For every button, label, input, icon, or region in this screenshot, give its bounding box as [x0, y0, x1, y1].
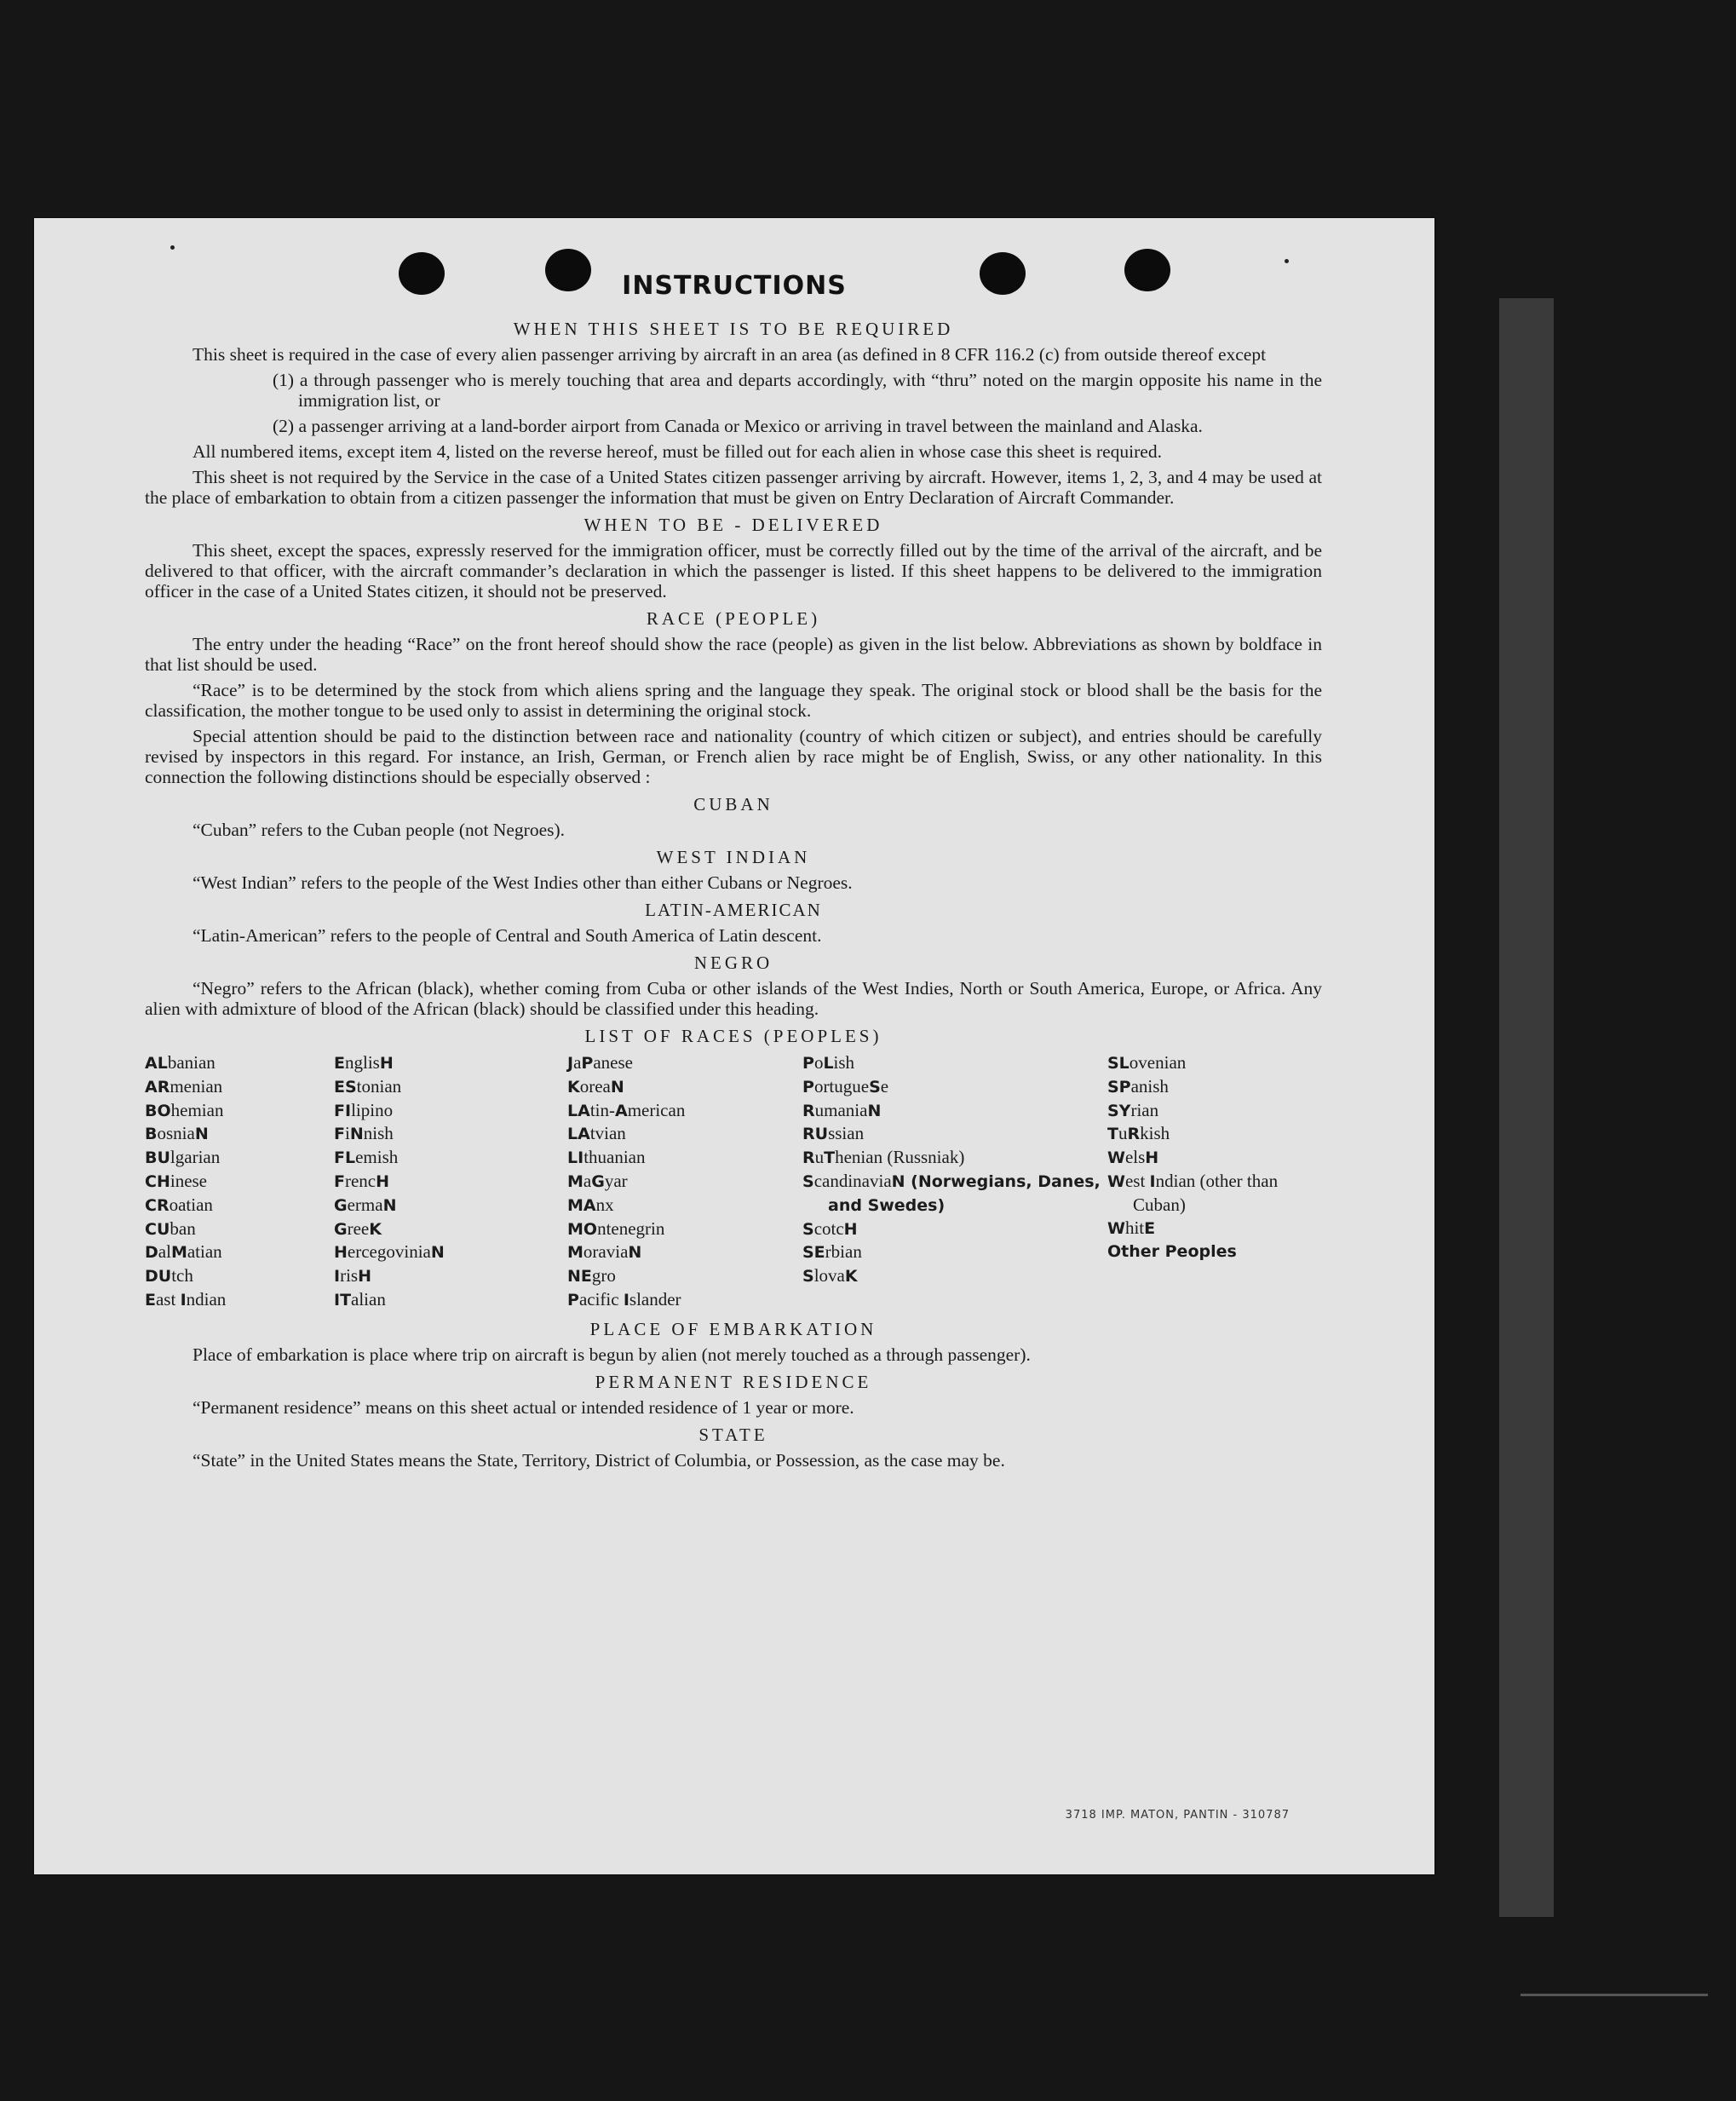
race-entry: MAnx: [567, 1194, 614, 1215]
paragraph: This sheet, except the spaces, expressly reserved for the immigration officer, must be correctly filled out by the time of the arrival of the aircraft, and be delivered to that officer, with the aircraft commander’s declaration in which the passenger is listed. If this sheet happens to be delivered to the immigration officer in the case of a United States citizen, it should not be preserved.: [145, 540, 1322, 602]
races-column: [802, 1051, 1107, 1312]
page-title: INSTRUCTIONS: [622, 271, 847, 301]
exception-item: (1) a through passenger who is merely touching that area and departs accordingly, with “thru” noted on the margin opposite his name in the immigration list, or: [273, 370, 1322, 411]
section-heading-residence: PERMANENT RESIDENCE: [595, 1371, 872, 1392]
race-entry: JaPanese: [567, 1052, 633, 1073]
paragraph: “State” in the United States means the State, Territory, District of Columbia, or Possession, as the case may be.: [193, 1449, 1005, 1471]
section-heading-latin-american: LATIN-AMERICAN: [645, 900, 822, 920]
race-entry: FIlipino: [334, 1099, 394, 1120]
section-heading-embarkation: PLACE OF EMBARKATION: [589, 1318, 877, 1339]
race-entry: NEgro: [567, 1265, 616, 1287]
race-entry: SlovaK: [802, 1265, 858, 1287]
section-heading-state: STATE: [698, 1424, 768, 1445]
race-entry: CUban: [145, 1217, 196, 1239]
race-entry: SYrian: [1107, 1099, 1159, 1120]
paragraph: “Latin-American” refers to the people of Central and South America of Latin descent.: [193, 925, 822, 946]
exception-item: (2) a passenger arriving at a land-border airport from Canada or Mexico or arriving in travel between the mainland and Alaska.: [273, 416, 1203, 436]
instructions-body: [145, 312, 1322, 1474]
race-entry: FiNnish: [334, 1123, 394, 1144]
race-entry: CHinese: [145, 1170, 208, 1191]
race-entry: ScandinaviaN (Norwegians, Danes, and Swedes): [802, 1170, 1101, 1215]
race-entry: West Indian (other than Cuban): [1107, 1170, 1279, 1215]
race-entry: WelsH: [1107, 1147, 1159, 1168]
race-entry: BosniaN: [145, 1123, 209, 1144]
race-entry: BUlgarian: [145, 1147, 221, 1168]
section-heading-when-required: WHEN THIS SHEET IS TO BE REQUIRED: [513, 319, 954, 339]
paragraph: This sheet is not required by the Service in the case of a United States citizen passenger arriving by aircraft. However, items 1, 2, 3, and 4 may be used at the place of embarkation to obtain from a citizen passenger the information that must be given on Entry Declaration of Aircraft Commander.: [145, 467, 1322, 508]
race-entry: GreeK: [334, 1217, 382, 1239]
section-heading-west-indian: WEST INDIAN: [656, 847, 811, 867]
races-column: [567, 1051, 802, 1312]
printer-imprint: 3718 IMP. MATON, PANTIN - 310787: [1065, 1809, 1290, 1822]
section-heading-negro: NEGRO: [693, 953, 773, 973]
section-heading-when-delivered: WHEN TO BE - DELIVERED: [583, 515, 883, 535]
race-entry: ARmenian: [145, 1075, 223, 1097]
paragraph: “West Indian” refers to the people of the West Indies other than either Cubans or Negroes.: [193, 872, 853, 893]
race-entry: SLovenian: [1107, 1052, 1187, 1073]
race-entry: BOhemian: [145, 1099, 224, 1120]
speck: [1285, 259, 1289, 263]
paragraph: “Race” is to be determined by the stock from which aliens spring and the language they speak. The original stock or blood shall be the basis for the classification, the mother tongue to be used only to assist in determining the original stock.: [145, 680, 1322, 721]
races-column: [1107, 1051, 1322, 1312]
paragraph: “Cuban” refers to the Cuban people (not Negroes).: [193, 820, 566, 840]
race-entry: ALbanian: [145, 1052, 216, 1073]
background-streak: [1520, 1994, 1708, 1996]
race-entry: ScotcH: [802, 1217, 858, 1239]
race-entry: MOntenegrin: [567, 1217, 665, 1239]
race-entry: SErbian: [802, 1241, 862, 1263]
paragraph: “Negro” refers to the African (black), whether coming from Cuba or other islands of the West Indies, North or South America, Europe, or Africa. Any alien with admixture of blood of the African (black) should be classified under this heading.: [145, 978, 1322, 1019]
paragraph: “Permanent residence” means on this sheet actual or intended residence of 1 year or more.: [193, 1396, 854, 1418]
race-entry: ITalian: [334, 1288, 386, 1310]
race-entry: LAtin-American: [567, 1099, 686, 1120]
paragraph: The entry under the heading “Race” on the front hereof should show the race (people) as given in the list below. Abbreviations as shown by boldface in that list should be used.: [145, 634, 1322, 675]
speck: [170, 245, 175, 250]
race-entry: GermaN: [334, 1194, 397, 1215]
race-entry: FrencH: [334, 1170, 390, 1191]
background-streak: [1499, 298, 1554, 1917]
race-entry: MoraviaN: [567, 1241, 642, 1263]
race-entry: RumaniaN: [802, 1099, 882, 1120]
race-entry: PortugueSe: [802, 1075, 889, 1097]
races-column: [334, 1051, 567, 1312]
race-entry: EStonian: [334, 1075, 402, 1097]
race-entry: FLemish: [334, 1147, 399, 1168]
race-entry: EnglisH: [334, 1052, 394, 1073]
race-entry: Pacific Islander: [567, 1288, 681, 1310]
race-entry: Other Peoples: [1107, 1242, 1237, 1262]
race-entry: KoreaN: [567, 1075, 624, 1097]
section-heading-race: RACE (PEOPLE): [646, 608, 821, 629]
race-entry: WhitE: [1107, 1217, 1156, 1238]
races-column: [145, 1051, 334, 1312]
race-entry: TuRkish: [1107, 1123, 1170, 1144]
race-entry: RUssian: [802, 1123, 865, 1144]
races-list: [145, 1051, 1322, 1312]
instruction-sheet: [34, 218, 1434, 1874]
race-entry: PoLish: [802, 1052, 855, 1073]
paragraph: Place of embarkation is place where trip on aircraft is begun by alien (not merely touched as a through passenger).: [193, 1344, 1031, 1365]
paragraph: This sheet is required in the case of every alien passenger arriving by aircraft in an area (as defined in 8 CFR 116.2 (c) from outside thereof except: [193, 344, 1267, 365]
race-entry: HercegoviniaN: [334, 1241, 445, 1263]
race-entry: MaGyar: [567, 1170, 628, 1191]
race-entry: DUtch: [145, 1265, 193, 1287]
race-entry: SPanish: [1107, 1075, 1169, 1097]
race-entry: DalMatian: [145, 1241, 222, 1263]
paragraph: All numbered items, except item 4, listed on the reverse hereof, must be filled out for each alien in whose case this sheet is required.: [193, 441, 1162, 462]
race-entry: East Indian: [145, 1288, 227, 1310]
paragraph: Special attention should be paid to the distinction between race and nationality (country of which citizen or subject), and entries should be carefully revised by inspectors in this regard. For instance, an Irish, German, or French alien by race might be of English, Swiss, or any other nationality. In this connection the following distinctions should be especially observed :: [145, 726, 1322, 787]
race-entry: IrisH: [334, 1265, 371, 1287]
race-entry: LAtvian: [567, 1123, 626, 1144]
section-heading-cuban: CUBAN: [693, 794, 773, 814]
section-heading-races-list: LIST OF RACES (PEOPLES): [584, 1026, 882, 1046]
race-entry: CRoatian: [145, 1194, 213, 1215]
race-entry: LIthuanian: [567, 1147, 646, 1168]
race-entry: RuThenian (Russniak): [802, 1147, 965, 1168]
